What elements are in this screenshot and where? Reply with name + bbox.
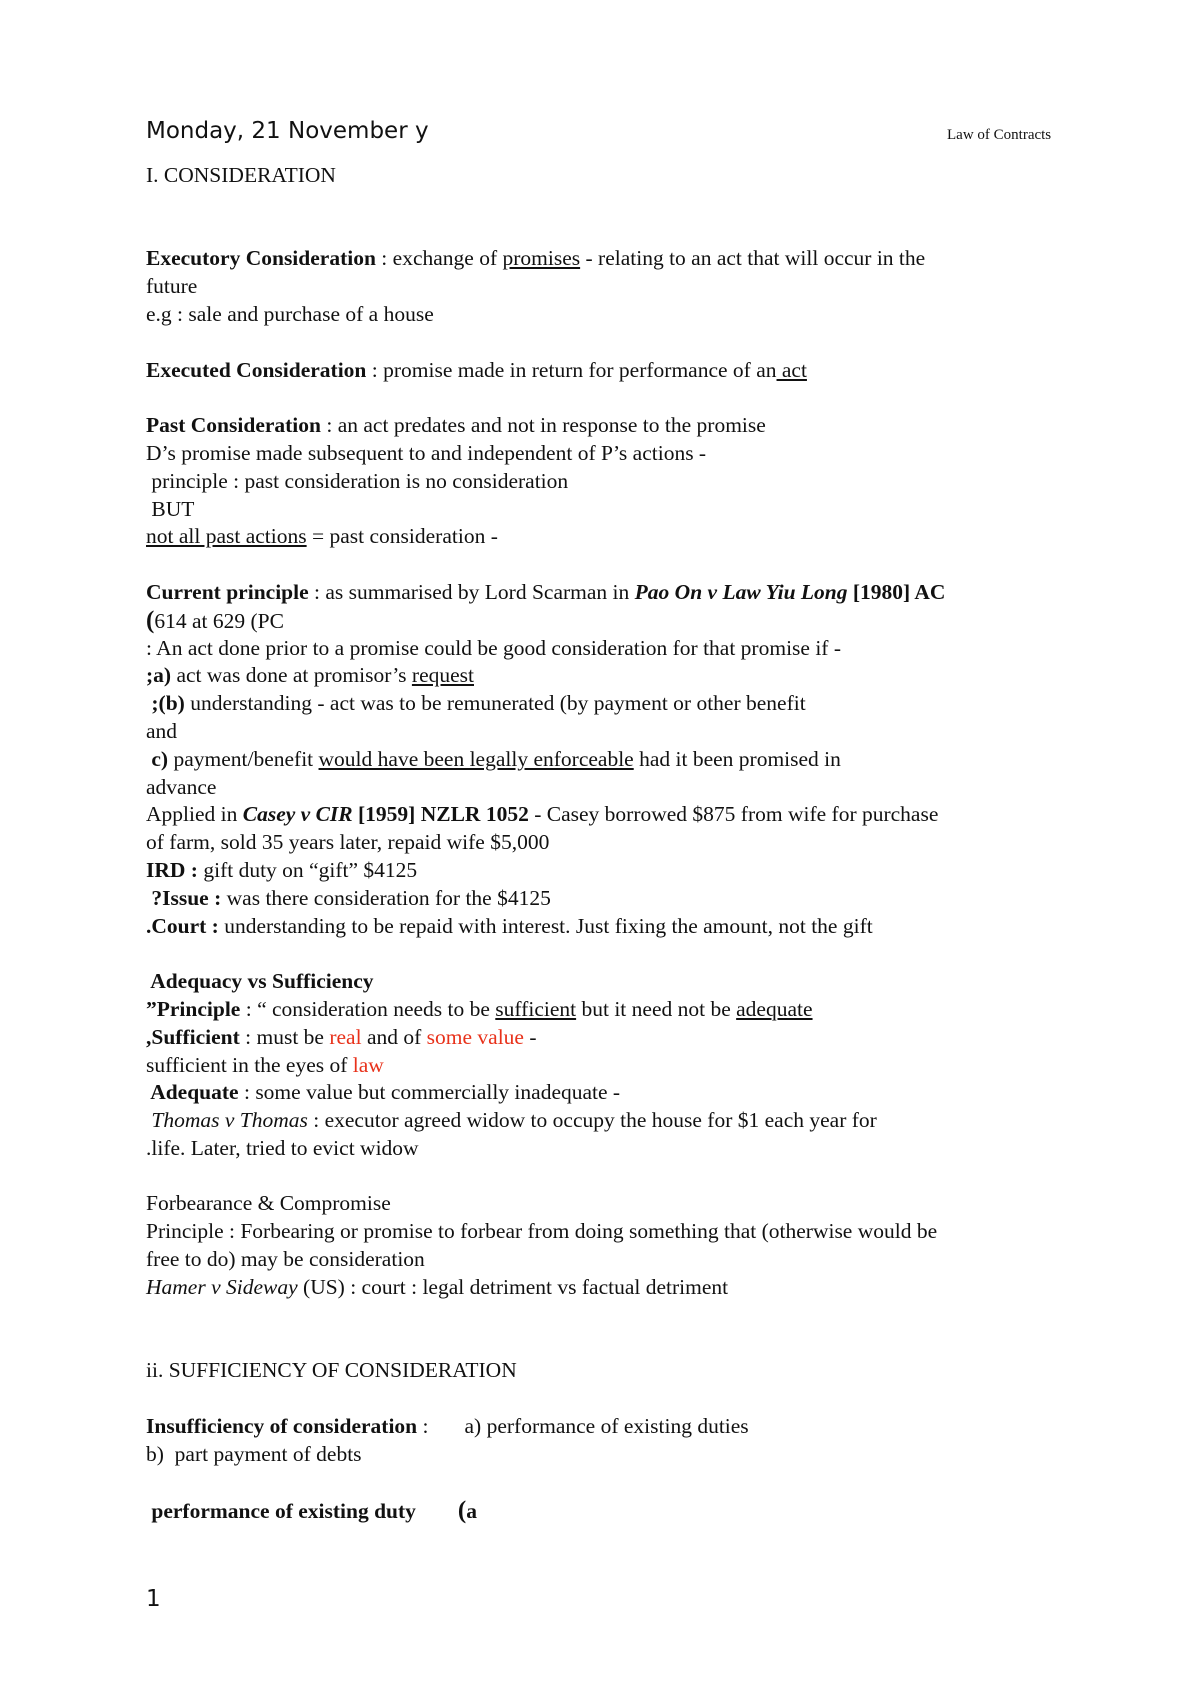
performance-existing-duty-heading: performance of existing duty (a: [146, 1497, 477, 1525]
header-course: Law of Contracts: [947, 127, 1052, 143]
adequacy-heading: Adequacy vs Sufficiency: [146, 969, 374, 994]
case-pao-on: Pao On v Law Yiu Long: [634, 579, 848, 604]
case-hamer-v-sideway: Hamer v Sideway: [146, 1274, 298, 1299]
current-principle-paragraph: Current principle : as summarised by Lord Scarman in Pao On v Law Yiu Long [1980] AC (614 at 629 (PC : An act done prior to a promise could be good consideration for that promise if - ;a) act was done at promisor’s request ;(b) understanding - act was to be remunerated (by payment or other benefit and c) payment/benefit would have been legally enforceable had it been promised in advance Applied in Casey v CIR [1959] NZLR 1052 - Casey borrowed $875 from wife for purchase of farm, sold 35 years later, repaid wife $5,000 IRD : gift duty on “gift” $4125 ?Issue : was there consideration for the $4125 .Court : understanding to be repaid with interest. Just fixing the amount, not the gift: [146, 579, 1071, 940]
document-body: [146, 162, 1071, 1526]
term-insufficiency: Insufficiency of consideration: [146, 1413, 418, 1438]
header-date: Monday, 21 November y: [146, 118, 429, 144]
executory-example: e.g : sale and purchase of a house: [146, 301, 434, 326]
case-thomas-v-thomas: Thomas v Thomas: [146, 1108, 308, 1133]
term-past: Past Consideration: [146, 413, 321, 438]
casey-application: Applied in Casey v CIR [1959] NZLR 1052 - Casey borrowed $875 from wife for purchase: [146, 802, 939, 827]
case-casey-v-cir: Casey v CIR: [242, 802, 353, 827]
executed-paragraph: Executed Consideration : promise made in return for performance of an act: [146, 357, 807, 382]
term-executed: Executed Consideration: [146, 357, 367, 382]
past-paragraph: Past Consideration : an act predates and not in response to the promise D’s promise made subsequent to and independent of P’s actions - principle : past consideration is no consideration BUT not all past actions = past consideration -: [146, 413, 766, 549]
forbearance-paragraph: Forbearance & Compromise Principle : Forbearing or promise to forbear from doing something that (otherwise would be free to do) may be consideration Hamer v Sideway (US) : court : legal detriment vs factual detriment: [146, 1190, 1071, 1301]
page-number: 1: [146, 1586, 161, 1612]
forbearance-heading: Forbearance & Compromise: [146, 1191, 391, 1216]
section-heading-sufficiency: ii. SUFFICIENCY OF CONSIDERATION: [146, 1358, 517, 1383]
insufficiency-paragraph: Insufficiency of consideration : a) performance of existing duties b) part payment of debts: [146, 1413, 749, 1466]
adequacy-paragraph: Adequacy vs Sufficiency ”Principle : “ consideration needs to be sufficient but it need not be adequate ,Sufficient : must be real and of some value - sufficient in the eyes of law Adequate : some value but commercially inadequate - Thomas v Thomas : executor agreed widow to occupy the house for $1 each year for .life. Later, tried to evict widow: [146, 968, 1071, 1163]
section-heading-consideration: I. CONSIDERATION: [146, 163, 336, 187]
executory-paragraph: Executory Consideration : exchange of promises - relating to an act that will occur in the future e.g : sale and purchase of a house: [146, 245, 1071, 328]
term-executory: Executory Consideration: [146, 246, 376, 271]
term-current-principle: Current principle: [146, 579, 309, 604]
